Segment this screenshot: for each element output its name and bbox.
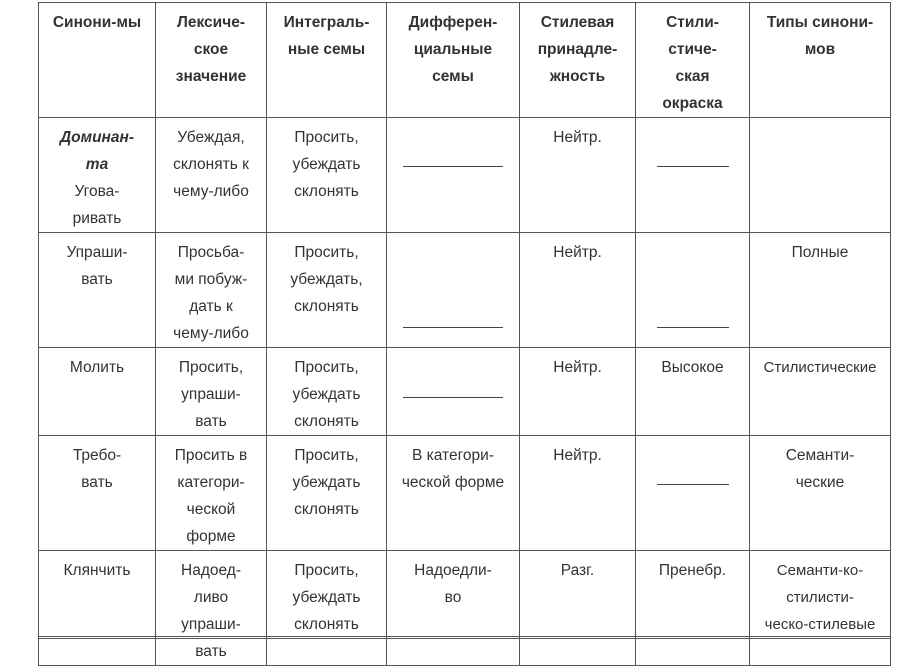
cell-integral-semes: Просить, убеждать склонять	[267, 436, 387, 551]
table-row	[39, 233, 891, 348]
cell-synonym: Доминан- та Угова- ривать	[39, 118, 156, 233]
header-lexical-meaning: Лексиче- ское значение	[156, 3, 267, 118]
header-synonym-types: Типы синони- мов	[750, 3, 891, 118]
cell-stylistic-colouring	[636, 436, 750, 551]
cell-synonym-type: Семанти-ко- стилисти- ческо-стилевые	[750, 551, 891, 666]
table-row	[39, 551, 891, 666]
cell-differential-semes	[387, 348, 520, 436]
cell-integral-semes: Просить, убеждать склонять	[267, 348, 387, 436]
cell-differential-semes: Надоедли- во	[387, 551, 520, 666]
blank-line	[403, 397, 503, 398]
header-synonyms: Синони-мы	[39, 3, 156, 118]
blank-line	[657, 166, 729, 167]
cell-stylistic-colouring	[636, 233, 750, 348]
table-bottom-border	[38, 636, 890, 639]
cell-differential-semes	[387, 118, 520, 233]
cell-style-register: Нейтр.	[520, 118, 636, 233]
header-row	[39, 3, 891, 118]
header-differential-semes: Дифферен- циальные семы	[387, 3, 520, 118]
table-row	[39, 436, 891, 551]
blank-line	[657, 484, 729, 485]
cell-style-register: Нейтр.	[520, 233, 636, 348]
blank-line	[403, 166, 503, 167]
cell-synonym: Упраши- вать	[39, 233, 156, 348]
cell-synonym: Требо- вать	[39, 436, 156, 551]
cell-style-register: Нейтр.	[520, 436, 636, 551]
header-integral-semes: Интеграль- ные семы	[267, 3, 387, 118]
cell-synonym: Молить	[39, 348, 156, 436]
cell-synonym-type: Семанти- ческие	[750, 436, 891, 551]
cell-synonym-type	[750, 118, 891, 233]
blank-line	[657, 327, 729, 328]
cell-synonym: Клянчить	[39, 551, 156, 666]
cell-lexical-meaning: Убеждая, склонять к чему-либо	[156, 118, 267, 233]
cell-integral-semes: Просить, убеждать склонять	[267, 551, 387, 666]
cell-lexical-meaning: Просить, упраши- вать	[156, 348, 267, 436]
cell-synonym-type: Полные	[750, 233, 891, 348]
table-row	[39, 348, 891, 436]
cell-style-register: Разг.	[520, 551, 636, 666]
cell-differential-semes: В категори- ческой форме	[387, 436, 520, 551]
cell-synonym-type: Стилистические	[750, 348, 891, 436]
cell-lexical-meaning: Просьба- ми побуж- дать к чему-либо	[156, 233, 267, 348]
cell-lexical-meaning: Надоед- ливо упраши- вать	[156, 551, 267, 666]
blank-line	[403, 327, 503, 328]
cell-style-register: Нейтр.	[520, 348, 636, 436]
cell-lexical-meaning: Просить в категори- ческой форме	[156, 436, 267, 551]
cell-integral-semes: Просить, убеждать склонять	[267, 118, 387, 233]
cell-stylistic-colouring	[636, 118, 750, 233]
header-stylistic-colouring: Стили- стиче- ская окраска	[636, 3, 750, 118]
header-style-register: Стилевая принадле- жность	[520, 3, 636, 118]
cell-stylistic-colouring: Пренебр.	[636, 551, 750, 666]
cell-stylistic-colouring: Высокое	[636, 348, 750, 436]
synonyms-table	[38, 2, 891, 666]
cell-differential-semes	[387, 233, 520, 348]
cell-integral-semes: Просить, убеждать, склонять	[267, 233, 387, 348]
table-row	[39, 118, 891, 233]
